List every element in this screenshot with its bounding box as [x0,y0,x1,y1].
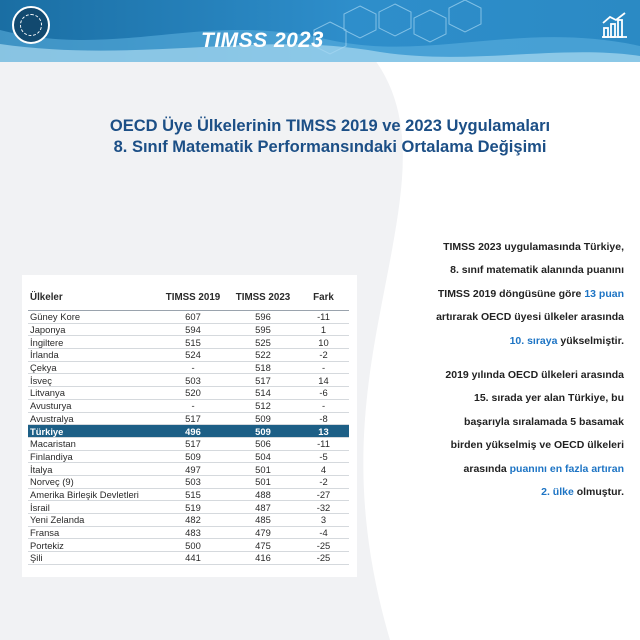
table-row [28,361,349,374]
difference-cell: -11 [298,437,349,450]
country-cell: Japonya [28,323,158,336]
timss-2019-cell: 520 [158,387,228,400]
headline-line-2: 8. Sınıf Matematik Performansındaki Ortalama Değişimi [113,138,547,156]
table-row [28,323,349,336]
timss-2023-cell: 509 [228,425,298,438]
country-cell: Avusturya [28,399,158,412]
difference-cell: - [298,361,349,374]
results-table-card [22,275,357,577]
timss-2023-cell: 504 [228,450,298,463]
timss-2023-cell: 487 [228,501,298,514]
timss-2019-cell: - [158,399,228,412]
column-header-difference: Fark [298,284,349,311]
table-row [28,387,349,400]
timss-2019-cell: 482 [158,514,228,527]
difference-cell: 10 [298,336,349,349]
table-row-highlighted [28,425,349,438]
timss-2023-cell: 512 [228,399,298,412]
summary-paragraph-2 [380,364,624,504]
timss-2019-cell: 517 [158,437,228,450]
difference-cell: 4 [298,463,349,476]
difference-cell: -25 [298,552,349,565]
highlight-most-increase: puanını en fazla artıran [509,462,624,475]
highlight-rank: 10. sıraya [509,334,558,347]
country-cell: İsveç [28,374,158,387]
timss-2023-cell: 416 [228,552,298,565]
table-row [28,501,349,514]
summary-line: birden yükselmiş ve OECD ülkeleri [450,439,624,452]
difference-cell: 1 [298,323,349,336]
table-row [28,552,349,565]
country-cell: Fransa [28,526,158,539]
headline-line-1: OECD Üye Ülkelerinin TIMSS 2019 ve 2023 Uygulamaları [109,117,551,135]
table-row [28,399,349,412]
timss-2023-cell: 479 [228,526,298,539]
summary-line [380,458,624,481]
summary-line [380,330,624,353]
highlight-second-country: 2. ülke [541,486,574,499]
timss-2023-cell: 506 [228,437,298,450]
column-header-timss-2023: TIMSS 2023 [228,284,298,311]
results-table [28,284,349,565]
summary-line: 15. sırada yer alan Türkiye, bu [474,392,624,405]
timss-2023-cell: 522 [228,349,298,362]
country-cell: İsrail [28,501,158,514]
timss-2019-cell: 524 [158,349,228,362]
timss-2019-cell: - [158,361,228,374]
country-cell: Litvanya [28,387,158,400]
country-cell: Yeni Zelanda [28,514,158,527]
timss-2019-cell: 515 [158,488,228,501]
country-cell: İngiltere [28,336,158,349]
timss-2019-cell: 503 [158,475,228,488]
difference-cell: 14 [298,374,349,387]
difference-cell: - [298,399,349,412]
banner-title-prefix: TIMSS 20 [201,29,299,52]
timss-2019-cell: 483 [158,526,228,539]
table-row [28,539,349,552]
difference-cell: 3 [298,514,349,527]
timss-2023-cell: 518 [228,361,298,374]
difference-cell: -2 [298,349,349,362]
timss-2023-cell: 595 [228,323,298,336]
summary-text: arasında [463,462,510,475]
summary-line: 2019 yılında OECD ülkeleri arasında [445,369,624,381]
table-row [28,475,349,488]
summary-line: başarıyla sıralamada 5 basamak [464,415,624,428]
table-row [28,526,349,539]
ministry-logo [12,6,50,44]
table-row [28,311,349,324]
timss-2023-cell: 501 [228,463,298,476]
table-row [28,514,349,527]
timss-2019-cell: 497 [158,463,228,476]
column-header-country: Ülkeler [28,284,158,311]
country-cell: Avustralya [28,412,158,425]
difference-cell: -2 [298,475,349,488]
timss-2019-cell: 517 [158,412,228,425]
country-cell: Norveç (9) [28,475,158,488]
summary-text: TIMSS 2019 döngüsüne göre [437,287,585,300]
summary-line: TIMSS 2023 uygulamasında Türkiye, [443,241,624,253]
table-row [28,349,349,362]
timss-2019-cell: 500 [158,539,228,552]
summary-text: yükselmiştir. [557,334,624,347]
country-cell: İtalya [28,463,158,476]
header-banner [0,0,640,62]
table-row [28,488,349,501]
timss-2023-cell: 596 [228,311,298,324]
timss-2023-cell: 514 [228,387,298,400]
timss-2023-cell: 475 [228,539,298,552]
country-cell: Finlandiya [28,450,158,463]
table-row [28,412,349,425]
timss-2019-cell: 607 [158,311,228,324]
table-body [28,311,349,565]
timss-2019-cell: 515 [158,336,228,349]
summary-line: 8. sınıf matematik alanında puanını [450,264,624,277]
country-cell: Macaristan [28,437,158,450]
table-row [28,374,349,387]
difference-cell: -27 [298,488,349,501]
timss-2019-cell: 519 [158,501,228,514]
timss-2023-cell: 517 [228,374,298,387]
banner-title [201,27,324,53]
timss-2019-cell: 509 [158,450,228,463]
timss-2023-cell: 485 [228,514,298,527]
difference-cell: -5 [298,450,349,463]
difference-cell: -6 [298,387,349,400]
banner-title-suffix: 23 [298,27,324,52]
table-row [28,463,349,476]
country-cell: Çekya [28,361,158,374]
timss-2019-cell: 594 [158,323,228,336]
country-cell: Amerika Birleşik Devletleri [28,488,158,501]
table-row [28,336,349,349]
timss-2023-cell: 501 [228,475,298,488]
timss-2019-cell: 496 [158,425,228,438]
country-cell: İrlanda [28,349,158,362]
table-row [28,450,349,463]
summary-line: artırarak OECD üyesi ülkeler arasında [436,311,624,324]
table-header-row [28,284,349,311]
summary-text: olmuştur. [573,486,624,499]
timss-2023-cell: 509 [228,412,298,425]
table-row [28,437,349,450]
difference-cell: -32 [298,501,349,514]
summary-line [380,481,624,504]
timss-2023-cell: 488 [228,488,298,501]
column-header-timss-2019: TIMSS 2019 [158,284,228,311]
difference-cell: -25 [298,539,349,552]
difference-cell: 13 [298,425,349,438]
difference-cell: -8 [298,412,349,425]
timss-2019-cell: 441 [158,552,228,565]
summary-paragraph-1 [380,236,624,353]
timss-2023-cell: 525 [228,336,298,349]
difference-cell: -11 [298,311,349,324]
highlight-score-gain: 13 puan [584,287,624,300]
country-cell: Türkiye [28,425,158,438]
country-cell: Portekiz [28,539,158,552]
country-cell: Güney Kore [28,311,158,324]
country-cell: Şili [28,552,158,565]
bar-chart-icon [599,11,629,39]
timss-2019-cell: 503 [158,374,228,387]
summary-line [380,283,624,306]
difference-cell: -4 [298,526,349,539]
